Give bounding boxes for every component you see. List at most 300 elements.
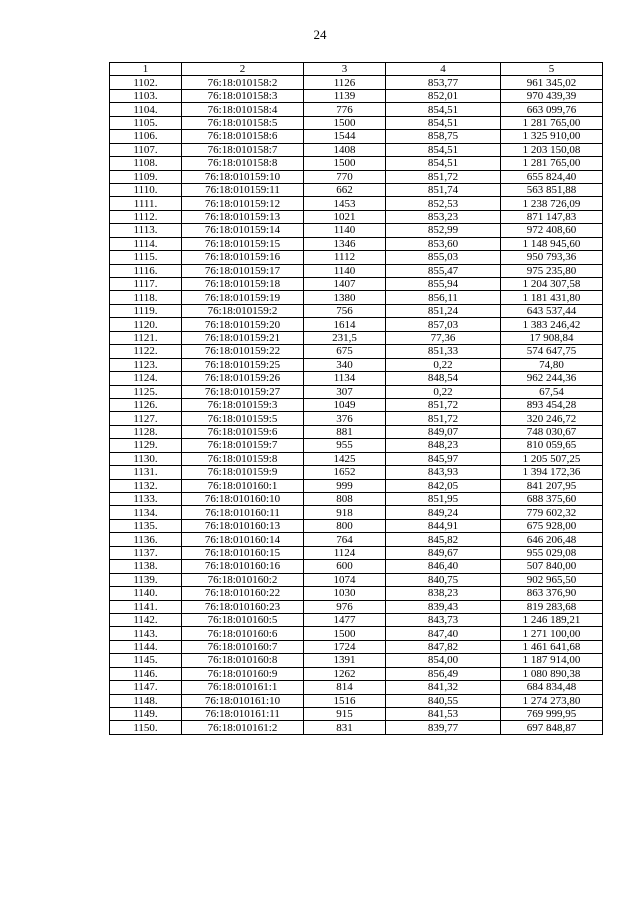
- area-cell: 814: [304, 681, 386, 694]
- table-row: [110, 372, 603, 385]
- cadastral-value-cell: 1 271 100,00: [501, 627, 603, 640]
- row-number-cell: 1119.: [110, 304, 182, 317]
- area-cell: 1030: [304, 587, 386, 600]
- table-row: [110, 157, 603, 170]
- specific-value-cell: 854,51: [386, 143, 501, 156]
- header-cell-3: 3: [304, 63, 386, 76]
- area-cell: 918: [304, 506, 386, 519]
- specific-value-cell: 853,77: [386, 76, 501, 89]
- cadastral-number-cell: 76:18:010160:5: [182, 613, 304, 626]
- cadastral-value-cell: 1 148 945,60: [501, 237, 603, 250]
- cadastral-number-cell: 76:18:010159:16: [182, 251, 304, 264]
- table-row: [110, 278, 603, 291]
- row-number-cell: 1137.: [110, 546, 182, 559]
- specific-value-cell: 843,93: [386, 466, 501, 479]
- cadastral-number-cell: 76:18:010160:15: [182, 546, 304, 559]
- table-row: [110, 519, 603, 532]
- cadastral-value-cell: 684 834,48: [501, 681, 603, 694]
- cadastral-number-cell: 76:18:010159:10: [182, 170, 304, 183]
- table-row: [110, 264, 603, 277]
- row-number-cell: 1117.: [110, 278, 182, 291]
- cadastral-value-cell: 1 461 641,68: [501, 640, 603, 653]
- cadastral-value-cell: 1 383 246,42: [501, 318, 603, 331]
- cadastral-value-cell: 1 325 910,00: [501, 130, 603, 143]
- cadastral-number-cell: 76:18:010158:8: [182, 157, 304, 170]
- cadastral-number-cell: 76:18:010159:7: [182, 439, 304, 452]
- table-row: [110, 345, 603, 358]
- area-cell: 1049: [304, 398, 386, 411]
- area-cell: 1140: [304, 264, 386, 277]
- table-row: [110, 210, 603, 223]
- cadastral-value-cell: 1 238 726,09: [501, 197, 603, 210]
- table-row: [110, 681, 603, 694]
- table-row: [110, 291, 603, 304]
- specific-value-cell: 854,51: [386, 157, 501, 170]
- cadastral-value-cell: 1 203 150,08: [501, 143, 603, 156]
- cadastral-number-cell: 76:18:010160:2: [182, 573, 304, 586]
- cadastral-value-cell: 1 204 307,58: [501, 278, 603, 291]
- cadastral-number-cell: 76:18:010159:9: [182, 466, 304, 479]
- cadastral-number-cell: 76:18:010158:2: [182, 76, 304, 89]
- specific-value-cell: 839,43: [386, 600, 501, 613]
- page-number: 24: [313, 27, 327, 42]
- specific-value-cell: 842,05: [386, 479, 501, 492]
- area-cell: 1112: [304, 251, 386, 264]
- area-cell: 756: [304, 304, 386, 317]
- area-cell: 999: [304, 479, 386, 492]
- cadastral-number-cell: 76:18:010159:18: [182, 278, 304, 291]
- row-number-cell: 1120.: [110, 318, 182, 331]
- row-number-cell: 1143.: [110, 627, 182, 640]
- cadastral-value-cell: 563 851,88: [501, 183, 603, 196]
- row-number-cell: 1140.: [110, 587, 182, 600]
- row-number-cell: 1108.: [110, 157, 182, 170]
- specific-value-cell: 856,49: [386, 667, 501, 680]
- area-cell: 764: [304, 533, 386, 546]
- row-number-cell: 1102.: [110, 76, 182, 89]
- specific-value-cell: 841,32: [386, 681, 501, 694]
- table-row: [110, 237, 603, 250]
- table-row: [110, 466, 603, 479]
- specific-value-cell: 849,24: [386, 506, 501, 519]
- table-row: [110, 358, 603, 371]
- cadastral-value-cell: 893 454,28: [501, 398, 603, 411]
- cadastral-number-cell: 76:18:010159:12: [182, 197, 304, 210]
- cadastral-value-cell: 950 793,36: [501, 251, 603, 264]
- cadastral-number-cell: 76:18:010159:21: [182, 331, 304, 344]
- area-cell: 1407: [304, 278, 386, 291]
- area-cell: 231,5: [304, 331, 386, 344]
- table-row: [110, 76, 603, 89]
- row-number-cell: 1128.: [110, 425, 182, 438]
- cadastral-value-cell: 17 908,84: [501, 331, 603, 344]
- row-number-cell: 1125.: [110, 385, 182, 398]
- cadastral-number-cell: 76:18:010159:11: [182, 183, 304, 196]
- specific-value-cell: 857,03: [386, 318, 501, 331]
- row-number-cell: 1135.: [110, 519, 182, 532]
- cadastral-number-cell: 76:18:010160:9: [182, 667, 304, 680]
- specific-value-cell: 851,95: [386, 493, 501, 506]
- row-number-cell: 1115.: [110, 251, 182, 264]
- cadastral-value-cell: 961 345,02: [501, 76, 603, 89]
- row-number-cell: 1116.: [110, 264, 182, 277]
- row-number-cell: 1129.: [110, 439, 182, 452]
- specific-value-cell: 852,53: [386, 197, 501, 210]
- area-cell: 675: [304, 345, 386, 358]
- specific-value-cell: 839,77: [386, 721, 501, 734]
- cadastral-value-cell: 975 235,80: [501, 264, 603, 277]
- table-row: [110, 318, 603, 331]
- area-cell: 1652: [304, 466, 386, 479]
- table-row: [110, 304, 603, 317]
- cadastral-number-cell: 76:18:010160:10: [182, 493, 304, 506]
- table-row: [110, 533, 603, 546]
- specific-value-cell: 851,72: [386, 170, 501, 183]
- cadastral-value-cell: 841 207,95: [501, 479, 603, 492]
- row-number-cell: 1134.: [110, 506, 182, 519]
- table-row: [110, 546, 603, 559]
- area-cell: 1500: [304, 157, 386, 170]
- table-row: [110, 721, 603, 734]
- cadastral-number-cell: 76:18:010159:15: [182, 237, 304, 250]
- area-cell: 1500: [304, 116, 386, 129]
- table-row: [110, 197, 603, 210]
- table-row: [110, 183, 603, 196]
- cadastral-value-cell: 74,80: [501, 358, 603, 371]
- area-cell: 307: [304, 385, 386, 398]
- cadastral-number-cell: 76:18:010158:4: [182, 103, 304, 116]
- row-number-cell: 1133.: [110, 493, 182, 506]
- row-number-cell: 1139.: [110, 573, 182, 586]
- row-number-cell: 1112.: [110, 210, 182, 223]
- row-number-cell: 1147.: [110, 681, 182, 694]
- cadastral-value-cell: 67,54: [501, 385, 603, 398]
- area-cell: 1380: [304, 291, 386, 304]
- specific-value-cell: 0,22: [386, 358, 501, 371]
- table-row: [110, 116, 603, 129]
- area-cell: 1425: [304, 452, 386, 465]
- row-number-cell: 1123.: [110, 358, 182, 371]
- table-row: [110, 452, 603, 465]
- table-row: [110, 654, 603, 667]
- area-cell: 662: [304, 183, 386, 196]
- table-row: [110, 103, 603, 116]
- cadastral-number-cell: 76:18:010159:25: [182, 358, 304, 371]
- cadastral-number-cell: 76:18:010159:27: [182, 385, 304, 398]
- specific-value-cell: 849,67: [386, 546, 501, 559]
- area-cell: 1124: [304, 546, 386, 559]
- row-number-cell: 1109.: [110, 170, 182, 183]
- table-row: [110, 170, 603, 183]
- row-number-cell: 1130.: [110, 452, 182, 465]
- area-cell: 800: [304, 519, 386, 532]
- specific-value-cell: 854,00: [386, 654, 501, 667]
- cadastral-value-cell: 779 602,32: [501, 506, 603, 519]
- area-cell: 881: [304, 425, 386, 438]
- specific-value-cell: 846,40: [386, 560, 501, 573]
- table-row: [110, 479, 603, 492]
- table-row: [110, 439, 603, 452]
- table-row: [110, 331, 603, 344]
- area-cell: 915: [304, 708, 386, 721]
- area-cell: 600: [304, 560, 386, 573]
- cadastral-number-cell: 76:18:010160:14: [182, 533, 304, 546]
- cadastral-number-cell: 76:18:010160:16: [182, 560, 304, 573]
- area-cell: 1126: [304, 76, 386, 89]
- cadastral-number-cell: 76:18:010159:2: [182, 304, 304, 317]
- area-cell: 1477: [304, 613, 386, 626]
- cadastral-number-cell: 76:18:010160:6: [182, 627, 304, 640]
- row-number-cell: 1127.: [110, 412, 182, 425]
- row-number-cell: 1126.: [110, 398, 182, 411]
- table-header-row: [110, 63, 603, 76]
- area-cell: 1346: [304, 237, 386, 250]
- specific-value-cell: 852,99: [386, 224, 501, 237]
- specific-value-cell: 838,23: [386, 587, 501, 600]
- specific-value-cell: 845,97: [386, 452, 501, 465]
- specific-value-cell: 840,75: [386, 573, 501, 586]
- area-cell: 1724: [304, 640, 386, 653]
- row-number-cell: 1110.: [110, 183, 182, 196]
- specific-value-cell: 855,47: [386, 264, 501, 277]
- specific-value-cell: 851,24: [386, 304, 501, 317]
- cadastral-value-cell: 1 205 507,25: [501, 452, 603, 465]
- table-row: [110, 587, 603, 600]
- row-number-cell: 1132.: [110, 479, 182, 492]
- cadastral-value-cell: 646 206,48: [501, 533, 603, 546]
- row-number-cell: 1141.: [110, 600, 182, 613]
- table-body: [110, 63, 603, 735]
- cadastral-value-cell: 955 029,08: [501, 546, 603, 559]
- cadastral-number-cell: 76:18:010161:2: [182, 721, 304, 734]
- cadastral-number-cell: 76:18:010159:6: [182, 425, 304, 438]
- area-cell: 1140: [304, 224, 386, 237]
- cadastral-value-cell: 507 840,00: [501, 560, 603, 573]
- cadastral-number-cell: 76:18:010159:20: [182, 318, 304, 331]
- specific-value-cell: 848,54: [386, 372, 501, 385]
- cadastral-value-cell: 972 408,60: [501, 224, 603, 237]
- specific-value-cell: 0,22: [386, 385, 501, 398]
- specific-value-cell: 851,33: [386, 345, 501, 358]
- specific-value-cell: 851,72: [386, 412, 501, 425]
- specific-value-cell: 848,23: [386, 439, 501, 452]
- area-cell: 1134: [304, 372, 386, 385]
- table-row: [110, 560, 603, 573]
- cadastral-number-cell: 76:18:010158:5: [182, 116, 304, 129]
- specific-value-cell: 855,94: [386, 278, 501, 291]
- cadastral-value-table: [109, 62, 603, 735]
- area-cell: 1408: [304, 143, 386, 156]
- cadastral-value-cell: 902 965,50: [501, 573, 603, 586]
- row-number-cell: 1145.: [110, 654, 182, 667]
- table-row: [110, 385, 603, 398]
- row-number-cell: 1111.: [110, 197, 182, 210]
- table-row: [110, 130, 603, 143]
- table-row: [110, 694, 603, 707]
- specific-value-cell: 852,01: [386, 89, 501, 102]
- cadastral-value-cell: 810 059,65: [501, 439, 603, 452]
- area-cell: 770: [304, 170, 386, 183]
- row-number-cell: 1106.: [110, 130, 182, 143]
- specific-value-cell: 856,11: [386, 291, 501, 304]
- row-number-cell: 1136.: [110, 533, 182, 546]
- cadastral-value-cell: 1 181 431,80: [501, 291, 603, 304]
- row-number-cell: 1121.: [110, 331, 182, 344]
- header-cell-4: 4: [386, 63, 501, 76]
- area-cell: 1516: [304, 694, 386, 707]
- area-cell: 340: [304, 358, 386, 371]
- cadastral-number-cell: 76:18:010158:6: [182, 130, 304, 143]
- area-cell: 1074: [304, 573, 386, 586]
- cadastral-number-cell: 76:18:010159:14: [182, 224, 304, 237]
- area-cell: 1453: [304, 197, 386, 210]
- cadastral-value-cell: 1 281 765,00: [501, 157, 603, 170]
- row-number-cell: 1103.: [110, 89, 182, 102]
- specific-value-cell: 851,74: [386, 183, 501, 196]
- area-cell: 1021: [304, 210, 386, 223]
- cadastral-number-cell: 76:18:010159:26: [182, 372, 304, 385]
- area-cell: 776: [304, 103, 386, 116]
- cadastral-value-cell: 320 246,72: [501, 412, 603, 425]
- cadastral-number-cell: 76:18:010160:22: [182, 587, 304, 600]
- specific-value-cell: 849,07: [386, 425, 501, 438]
- area-cell: 1391: [304, 654, 386, 667]
- cadastral-number-cell: 76:18:010161:10: [182, 694, 304, 707]
- cadastral-value-cell: 1 246 189,21: [501, 613, 603, 626]
- table-row: [110, 493, 603, 506]
- cadastral-value-cell: 1 187 914,00: [501, 654, 603, 667]
- cadastral-value-cell: 962 244,36: [501, 372, 603, 385]
- table-row: [110, 627, 603, 640]
- cadastral-value-cell: 697 848,87: [501, 721, 603, 734]
- cadastral-number-cell: 76:18:010159:3: [182, 398, 304, 411]
- table-row: [110, 613, 603, 626]
- table-row: [110, 143, 603, 156]
- row-number-cell: 1104.: [110, 103, 182, 116]
- cadastral-value-cell: 871 147,83: [501, 210, 603, 223]
- specific-value-cell: 844,91: [386, 519, 501, 532]
- row-number-cell: 1118.: [110, 291, 182, 304]
- cadastral-number-cell: 76:18:010160:8: [182, 654, 304, 667]
- header-cell-2: 2: [182, 63, 304, 76]
- cadastral-value-cell: 688 375,60: [501, 493, 603, 506]
- cadastral-number-cell: 76:18:010159:19: [182, 291, 304, 304]
- table-row: [110, 89, 603, 102]
- cadastral-value-cell: 675 928,00: [501, 519, 603, 532]
- row-number-cell: 1144.: [110, 640, 182, 653]
- specific-value-cell: 847,40: [386, 627, 501, 640]
- row-number-cell: 1113.: [110, 224, 182, 237]
- row-number-cell: 1138.: [110, 560, 182, 573]
- specific-value-cell: 853,60: [386, 237, 501, 250]
- area-cell: 808: [304, 493, 386, 506]
- area-cell: 1500: [304, 627, 386, 640]
- specific-value-cell: 858,75: [386, 130, 501, 143]
- cadastral-number-cell: 76:18:010160:13: [182, 519, 304, 532]
- cadastral-value-cell: 574 647,75: [501, 345, 603, 358]
- area-cell: 1614: [304, 318, 386, 331]
- table-row: [110, 708, 603, 721]
- cadastral-number-cell: 76:18:010158:3: [182, 89, 304, 102]
- row-number-cell: 1124.: [110, 372, 182, 385]
- specific-value-cell: 851,72: [386, 398, 501, 411]
- row-number-cell: 1131.: [110, 466, 182, 479]
- cadastral-value-cell: 1 394 172,36: [501, 466, 603, 479]
- table-row: [110, 506, 603, 519]
- area-cell: 376: [304, 412, 386, 425]
- row-number-cell: 1146.: [110, 667, 182, 680]
- cadastral-number-cell: 76:18:010160:11: [182, 506, 304, 519]
- header-cell-1: 1: [110, 63, 182, 76]
- specific-value-cell: 843,73: [386, 613, 501, 626]
- area-cell: 1139: [304, 89, 386, 102]
- cadastral-value-cell: 863 376,90: [501, 587, 603, 600]
- table-row: [110, 573, 603, 586]
- row-number-cell: 1148.: [110, 694, 182, 707]
- cadastral-value-cell: 769 999,95: [501, 708, 603, 721]
- cadastral-value-cell: 1 274 273,80: [501, 694, 603, 707]
- specific-value-cell: 841,53: [386, 708, 501, 721]
- table-row: [110, 425, 603, 438]
- cadastral-value-cell: 643 537,44: [501, 304, 603, 317]
- table-row: [110, 412, 603, 425]
- row-number-cell: 1114.: [110, 237, 182, 250]
- cadastral-number-cell: 76:18:010161:1: [182, 681, 304, 694]
- cadastral-number-cell: 76:18:010159:13: [182, 210, 304, 223]
- cadastral-value-cell: 663 099,76: [501, 103, 603, 116]
- table-row: [110, 600, 603, 613]
- specific-value-cell: 854,51: [386, 116, 501, 129]
- row-number-cell: 1142.: [110, 613, 182, 626]
- cadastral-number-cell: 76:18:010159:17: [182, 264, 304, 277]
- area-cell: 955: [304, 439, 386, 452]
- row-number-cell: 1105.: [110, 116, 182, 129]
- cadastral-number-cell: 76:18:010159:8: [182, 452, 304, 465]
- table-row: [110, 224, 603, 237]
- specific-value-cell: 845,82: [386, 533, 501, 546]
- table-row: [110, 667, 603, 680]
- row-number-cell: 1150.: [110, 721, 182, 734]
- specific-value-cell: 854,51: [386, 103, 501, 116]
- cadastral-value-cell: 819 283,68: [501, 600, 603, 613]
- specific-value-cell: 840,55: [386, 694, 501, 707]
- cadastral-value-cell: 970 439,39: [501, 89, 603, 102]
- cadastral-number-cell: 76:18:010159:22: [182, 345, 304, 358]
- specific-value-cell: 847,82: [386, 640, 501, 653]
- cadastral-number-cell: 76:18:010160:23: [182, 600, 304, 613]
- table-row: [110, 398, 603, 411]
- cadastral-number-cell: 76:18:010158:7: [182, 143, 304, 156]
- area-cell: 831: [304, 721, 386, 734]
- cadastral-value-cell: 655 824,40: [501, 170, 603, 183]
- specific-value-cell: 855,03: [386, 251, 501, 264]
- row-number-cell: 1149.: [110, 708, 182, 721]
- area-cell: 976: [304, 600, 386, 613]
- cadastral-value-cell: 1 080 890,38: [501, 667, 603, 680]
- row-number-cell: 1107.: [110, 143, 182, 156]
- row-number-cell: 1122.: [110, 345, 182, 358]
- area-cell: 1544: [304, 130, 386, 143]
- specific-value-cell: 77,36: [386, 331, 501, 344]
- cadastral-number-cell: 76:18:010161:11: [182, 708, 304, 721]
- cadastral-number-cell: 76:18:010160:7: [182, 640, 304, 653]
- area-cell: 1262: [304, 667, 386, 680]
- cadastral-value-cell: 1 281 765,00: [501, 116, 603, 129]
- header-cell-5: 5: [501, 63, 603, 76]
- cadastral-value-cell: 748 030,67: [501, 425, 603, 438]
- cadastral-number-cell: 76:18:010160:1: [182, 479, 304, 492]
- table-row: [110, 640, 603, 653]
